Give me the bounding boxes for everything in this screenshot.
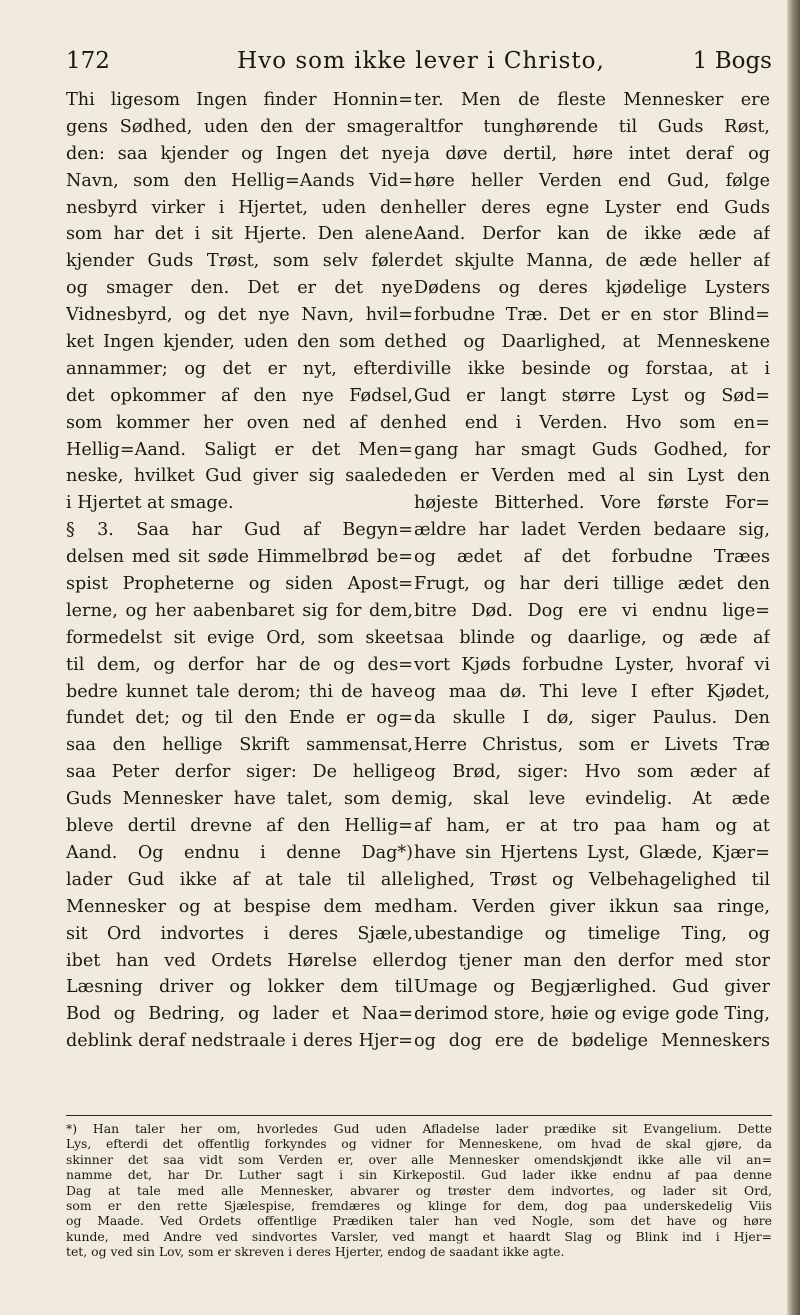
footnote-line: skinner det saa vidt som Verden er, over alle Mennesker omendskjøndt ikke alle vil an= [66, 1151, 772, 1167]
text-line: Vidnesbyrd, og det nye Navn, hvil= [66, 305, 413, 326]
text-line: gens Sødhed, uden den der smager [66, 116, 413, 137]
right-text-column [414, 87, 770, 1055]
signature-mark: 1 Bogs [692, 48, 772, 74]
text-line: ham. Verden giver ikkun saa ringe, [414, 896, 770, 917]
text-line: lerne, og her aabenbaret sig for dem, [66, 600, 413, 621]
text-line: sit Ord indvortes i deres Sjæle, [66, 923, 413, 944]
text-line: til dem, og derfor har de og des= [66, 654, 413, 675]
text-line: den: saa kjender og Ingen det nye [66, 143, 413, 164]
text-line: forbudne Træ. Det er en stor Blind= [414, 305, 770, 326]
text-line: saa den hellige Skrift sammensat, [66, 735, 413, 756]
footnote [66, 1121, 772, 1260]
text-line: have sin Hjertens Lyst, Glæde, Kjær= [414, 842, 770, 863]
text-line: lighed, Trøst og Velbehagelighed til [414, 869, 770, 890]
text-line: annammer; og det er nyt, efterdi [66, 358, 413, 379]
text-line: saa Peter derfor siger: De hellige [66, 762, 413, 783]
running-title: Hvo som ikke lever i Christo, [237, 48, 605, 74]
footnote-line: kunde, med Andre ved sindvortes Varsler, ved mangt et haardt Slag og Blink ind i Hjer= [66, 1228, 772, 1244]
text-line: gang har smagt Guds Godhed, for [414, 439, 770, 460]
text-line: bleve dertil drevne af den Hellig= [66, 816, 413, 837]
text-line: da skulle I dø, siger Paulus. Den [414, 708, 770, 729]
text-line: neske, hvilket Gud giver sig saalede [66, 466, 413, 487]
text-line: det opkommer af den nye Fødsel, [66, 385, 413, 406]
text-line: og ædet af det forbudne Træes [414, 547, 770, 568]
text-line: derimod store, høie og evige gode Ting, [414, 1004, 770, 1025]
text-line: ja døve dertil, høre intet deraf og [414, 143, 770, 164]
page-number: 172 [66, 48, 110, 74]
text-line: Bod og Bedring, og lader et Naa= [66, 1004, 413, 1025]
text-line: som har det i sit Hjerte. Den alene [66, 224, 413, 245]
text-line: Navn, som den Hellig=Aands Vid= [66, 170, 413, 191]
text-line: hed og Daarlighed, at Menneskene [414, 332, 770, 353]
text-line: det skjulte Manna, de æde heller af [414, 251, 770, 272]
text-line: Umage og Begjærlighed. Gud giver [414, 977, 770, 998]
footnote-line: Lys, efterdi det offentlig forkyndes og vidner for Menneskene, om hvad de skal gjøre, da [66, 1136, 772, 1152]
footnote-line: Dag at tale med alle Mennesker, abvarer og trøster dem indvortes, og lader sit Ord, [66, 1182, 772, 1198]
text-line: høre heller Verden end Gud, følge [414, 170, 770, 191]
text-line: ældre har ladet Verden bedaare sig, [414, 520, 770, 541]
text-line: delsen med sit søde Himmelbrød be= [66, 547, 413, 568]
text-line: ter. Men de fleste Mennesker ere [414, 90, 770, 110]
text-line: Herre Christus, som er Livets Træ [414, 735, 770, 756]
text-line: spist Propheterne og siden Apost= [66, 574, 413, 595]
text-line: Guds Mennesker have talet, som de [66, 789, 413, 810]
text-line: saa blinde og daarlige, og æde af [414, 627, 770, 648]
text-line: Læsning driver og lokker dem til [66, 977, 413, 998]
text-line: ville ikke besinde og forstaa, at i [414, 358, 770, 379]
text-line: Hellig=Aand. Saligt er det Men= [66, 439, 413, 460]
footnote-line: som er den rette Sjælespise, fremdæres og klinge for dem, dog paa underskedelig Viis [66, 1197, 772, 1213]
text-line: § 3. Saa har Gud af Begyn= [66, 520, 413, 541]
text-line: lader Gud ikke af at tale til alle [66, 869, 413, 890]
text-line: mig, skal leve evindelig. At æde [414, 789, 770, 810]
text-line: nesbyrd virker i Hjertet, uden den [66, 197, 413, 218]
text-line: og smager den. Det er det nye [66, 278, 413, 299]
text-line: og maa dø. Thi leve I efter Kjødet, [414, 681, 770, 702]
text-line: vort Kjøds forbudne Lyster, hvoraf vi [414, 654, 770, 675]
text-line: Aand. Og endnu i denne Dag*) [66, 842, 413, 863]
running-header [66, 44, 772, 78]
footnote-line: og Maade. Ved Ordets offentlige Prædiken taler han ved Nogle, som det have og høre [66, 1213, 772, 1229]
text-line: i Hjertet at smage. [66, 493, 234, 514]
footnote-rule [66, 1115, 772, 1116]
text-line: deblink deraf nedstraale i deres Hjer= [66, 1031, 413, 1052]
page-edge-shadow [787, 0, 800, 1315]
text-line: formedelst sit evige Ord, som skeet [66, 627, 413, 648]
text-line: og Brød, siger: Hvo som æder af [414, 762, 770, 783]
text-line: ubestandige og timelige Ting, og [414, 923, 770, 944]
text-line: kjender Guds Trøst, som selv føler [66, 251, 413, 272]
text-line: dog tjener man den derfor med stor [414, 950, 770, 971]
text-line: bitre Død. Dog ere vi endnu lige= [414, 600, 770, 621]
left-text-column [66, 87, 413, 1055]
text-line: Aand. Derfor kan de ikke æde af [414, 224, 770, 245]
text-line: og dog ere de bødelige Menneskers [414, 1031, 770, 1052]
footnote-line: tet, og ved sin Lov, som er skreven i deres Hjerter, endog de saadant ikke agte. [66, 1244, 565, 1260]
text-line: den er Verden med al sin Lyst den [414, 466, 770, 487]
footnote-line: namme det, har Dr. Luther sagt i sin Kirkepostil. Gud lader ikke endnu af paa denne [66, 1167, 772, 1183]
text-line: ibet han ved Ordets Hørelse eller [66, 950, 413, 971]
text-line: Frugt, og har deri tillige ædet den [414, 574, 770, 595]
text-line: ket Ingen kjender, uden den som det [66, 332, 413, 353]
text-line: Mennesker og at bespise dem med [66, 896, 413, 917]
text-line: af ham, er at tro paa ham og at [414, 816, 770, 837]
text-line: altfor tunghørende til Guds Røst, [414, 116, 770, 137]
text-line: heller deres egne Lyster end Guds [414, 197, 770, 218]
text-line: Thi ligesom Ingen finder Honnin= [66, 90, 413, 110]
text-line: højeste Bitterhed. Vore første For= [414, 493, 770, 514]
text-line: som kommer her oven ned af den [66, 412, 413, 433]
text-line: fundet det; og til den Ende er og= [66, 708, 413, 729]
text-line: Dødens og deres kjødelige Lysters [414, 278, 770, 299]
footnote-line: *) Han taler her om, hvorledes Gud uden Afladelse lader prædike sit Evangelium. Dette [66, 1121, 772, 1136]
text-line: hed end i Verden. Hvo som en= [414, 412, 770, 433]
text-line: bedre kunnet tale derom; thi de have [66, 681, 413, 702]
text-line: Gud er langt større Lyst og Sød= [414, 385, 770, 406]
